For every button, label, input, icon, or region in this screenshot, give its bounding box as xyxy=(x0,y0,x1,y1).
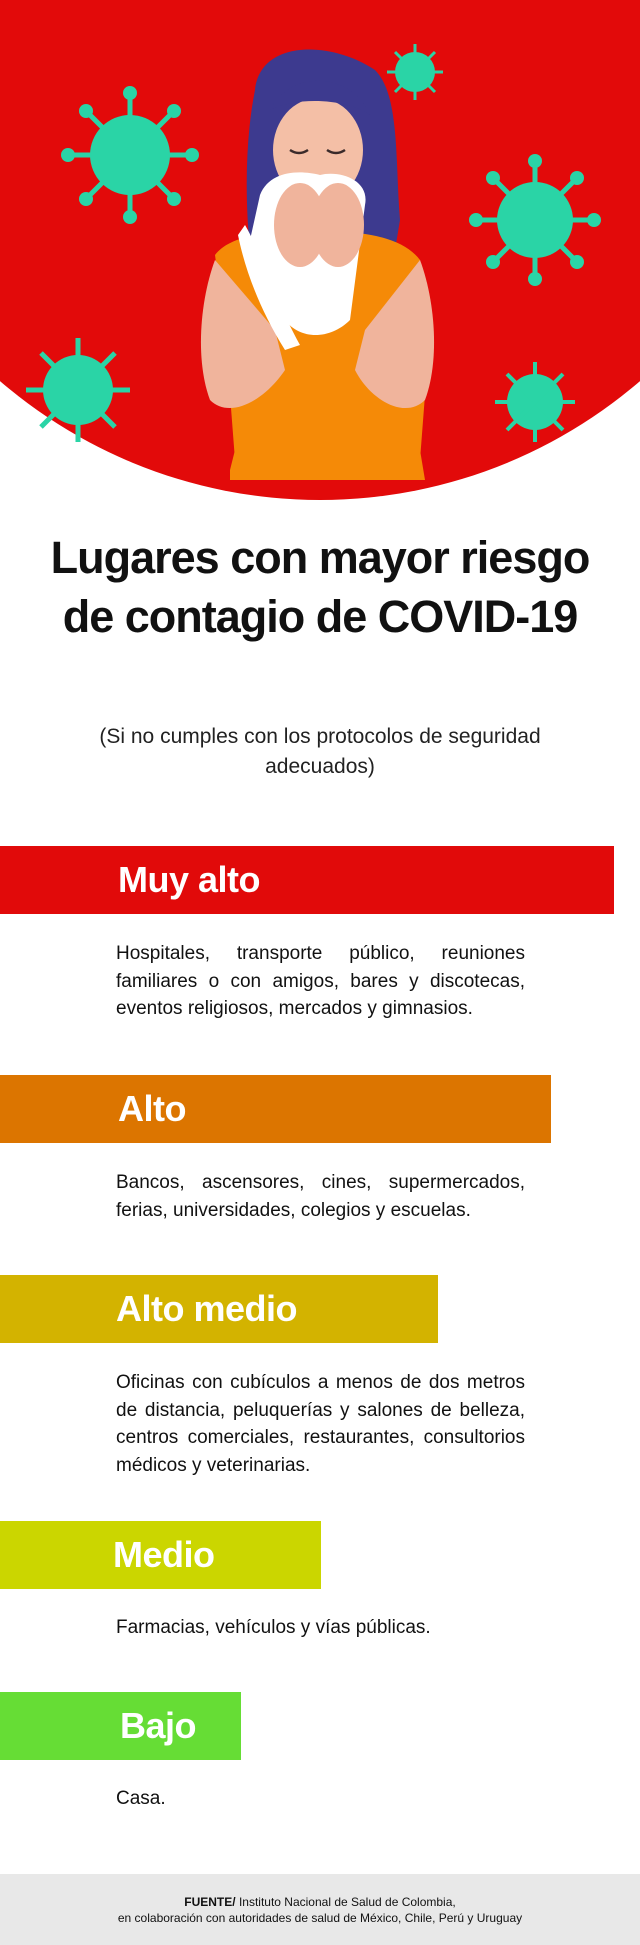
page-title: Lugares con mayor riesgo de contagio de COVID-19 xyxy=(50,532,590,642)
level-places: Oficinas con cubículos a menos de dos metros de distancia, peluquerías y salones de belleza, centros comerciales, restaurantes, consultorios médicos y veterinarias. xyxy=(116,1372,525,1476)
level-band-alto-medio xyxy=(0,1275,438,1343)
level-band-alto xyxy=(0,1075,551,1143)
virus-icon xyxy=(495,362,575,442)
level-label: Alto medio xyxy=(116,1288,297,1329)
source-text: Instituto Nacional de Salud de Colombia, xyxy=(238,1895,456,1909)
level-band-muy-alto xyxy=(0,846,614,914)
page-subtitle: (Si no cumples con los protocolos de seguridad adecuados) xyxy=(99,725,541,778)
source-footer xyxy=(0,1874,640,1945)
woman-sneezing-illustration xyxy=(0,0,640,500)
level-label: Muy alto xyxy=(118,859,261,900)
source-label: FUENTE/ xyxy=(184,1895,236,1909)
level-places: Hospitales, transporte público, reuniones familiares o con amigos, bares y discotecas, eventos religiosos, mercados y gimnasios. xyxy=(116,943,525,1019)
level-label: Alto xyxy=(118,1088,186,1129)
level-places: Farmacias, vehículos y vías públicas. xyxy=(116,1617,431,1638)
level-band-medio xyxy=(0,1521,321,1589)
level-band-bajo xyxy=(0,1692,241,1760)
collaboration-line: en colaboración con autoridades de salud de México, Chile, Perú y Uruguay xyxy=(117,1911,523,1925)
virus-icon xyxy=(61,86,199,224)
level-places: Bancos, ascensores, cines, supermercados, ferias, universidades, colegios y escuelas. xyxy=(116,1172,525,1221)
level-places: Casa. xyxy=(116,1788,166,1809)
source-line xyxy=(0,1894,640,1910)
virus-icon xyxy=(469,154,601,286)
level-label: Bajo xyxy=(120,1705,197,1746)
virus-icon xyxy=(26,338,130,442)
level-label: Medio xyxy=(113,1534,215,1575)
hero-illustration xyxy=(0,0,640,500)
virus-icon xyxy=(387,44,443,100)
